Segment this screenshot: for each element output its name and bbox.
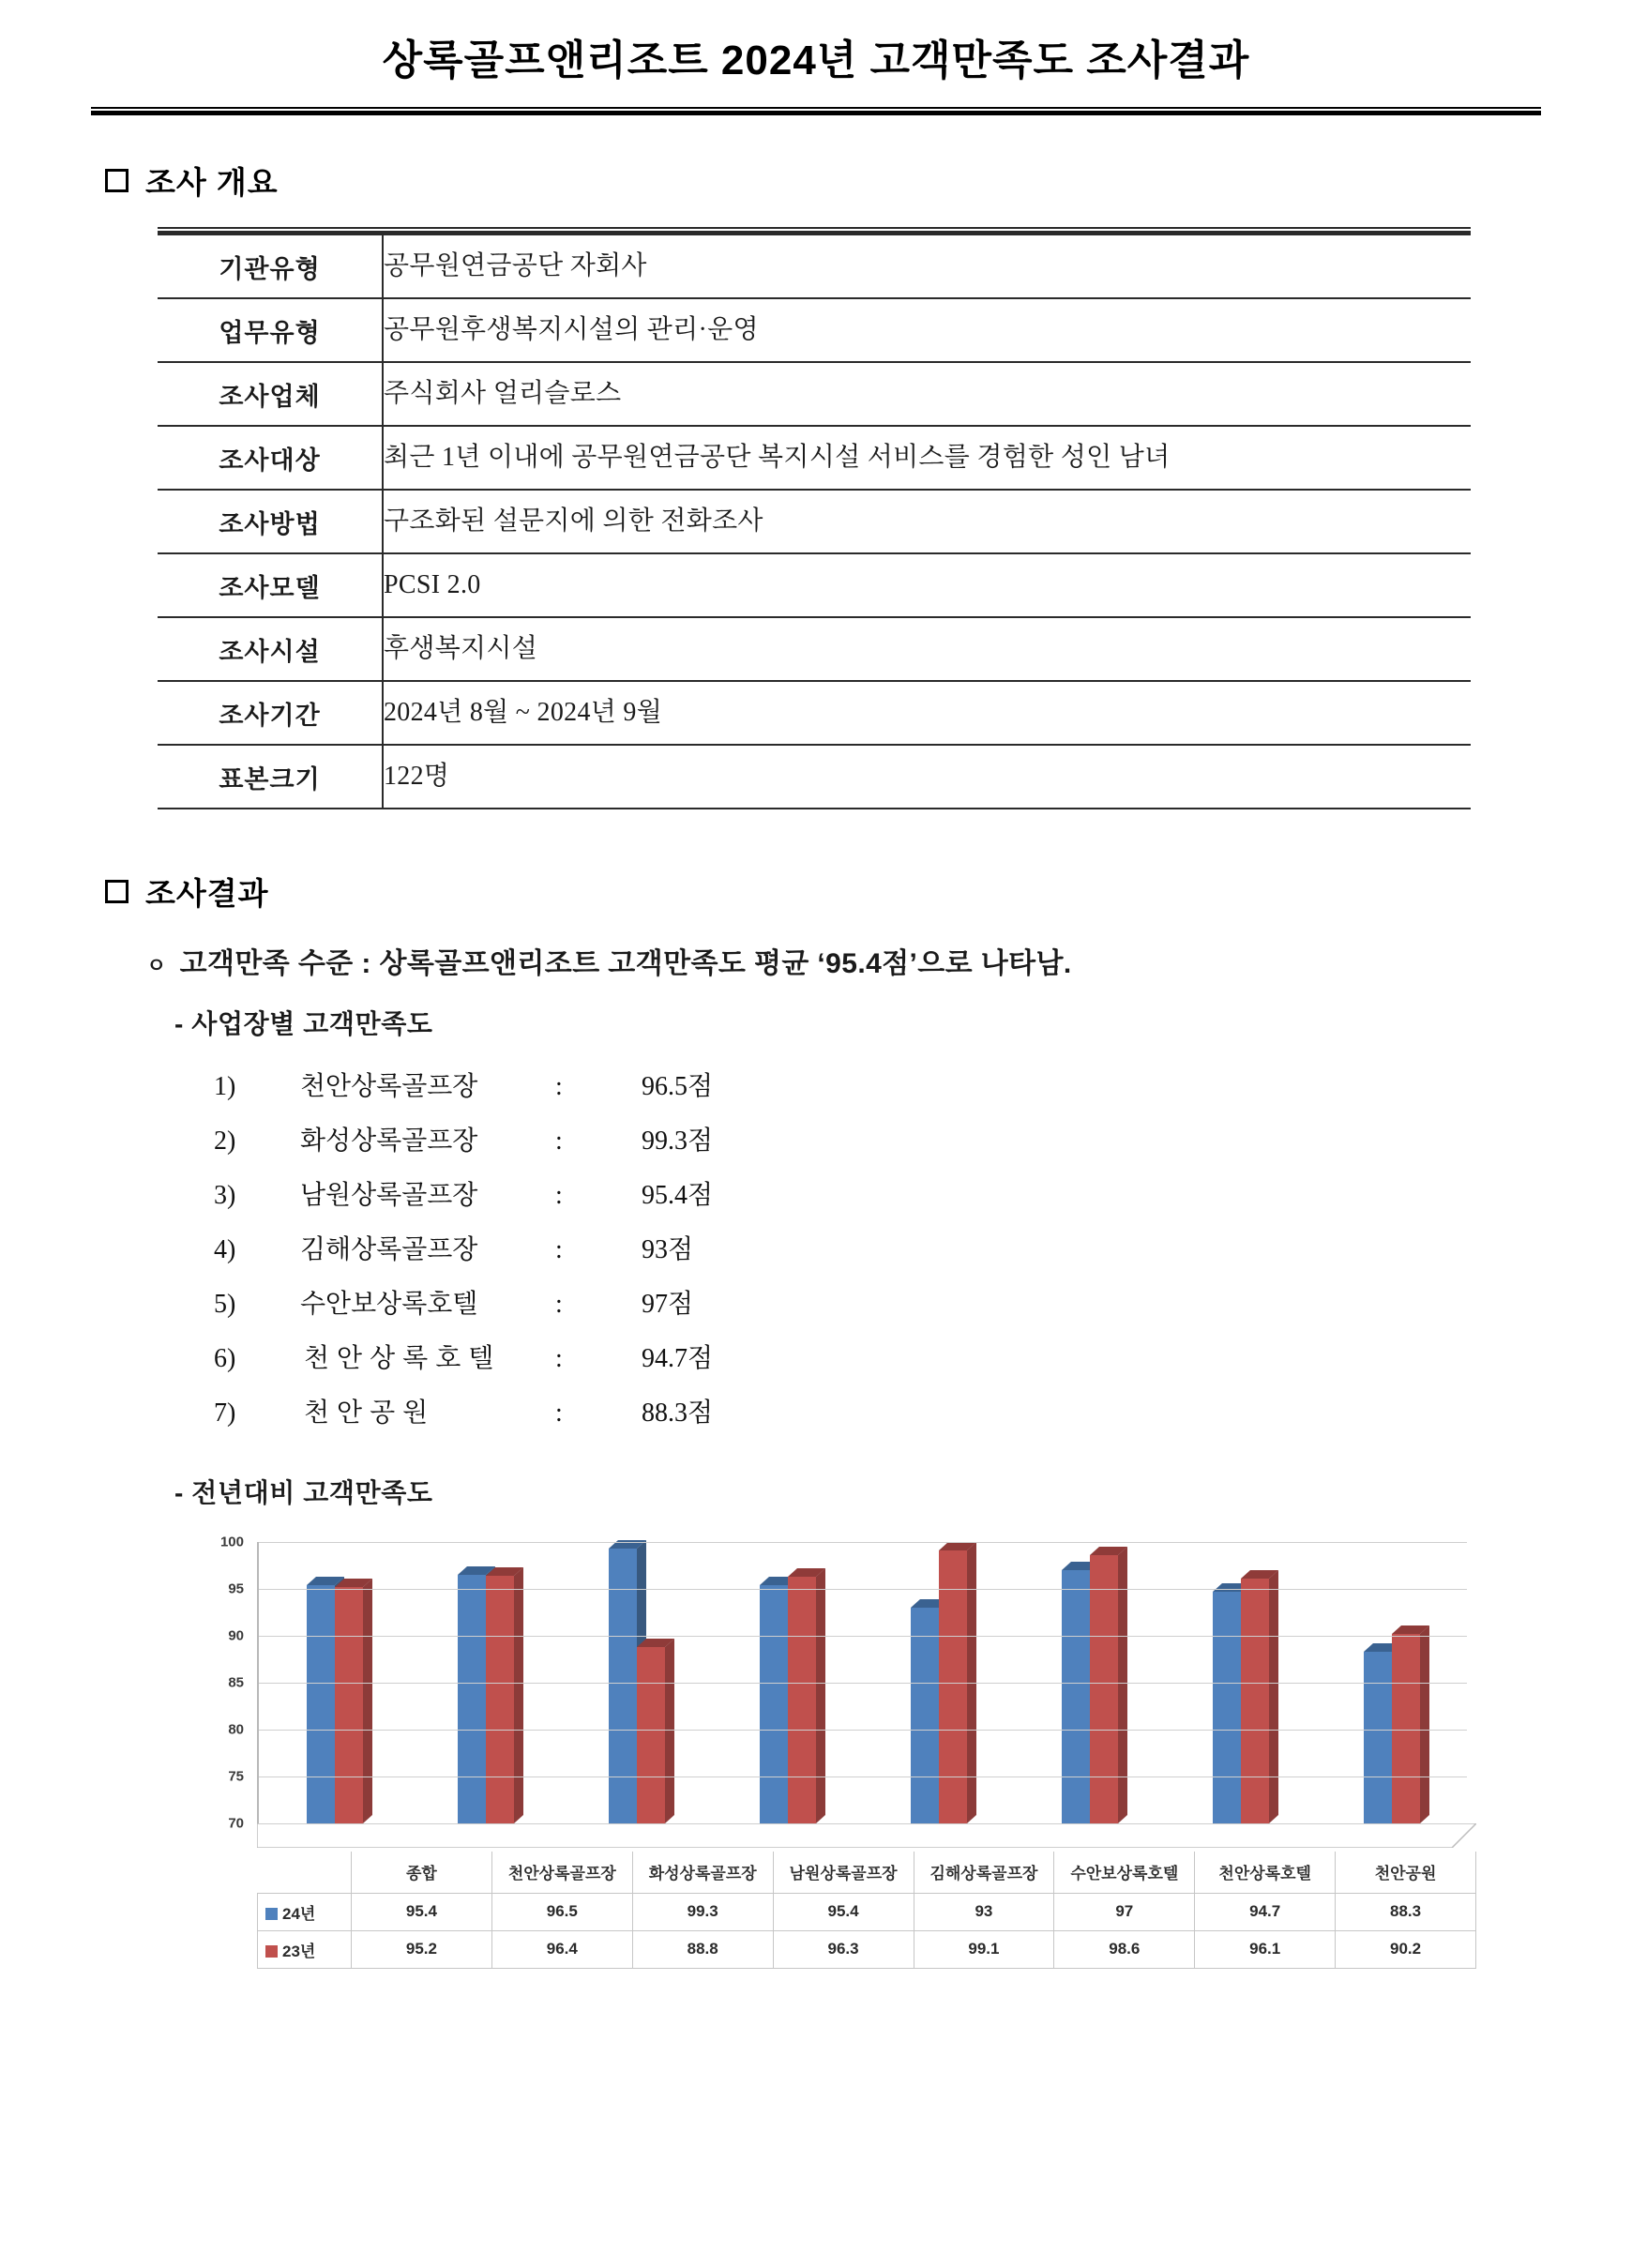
chart-category-label: 종합 <box>352 1852 492 1893</box>
chart-legend-item <box>258 1893 352 1930</box>
site-score-index: 7) <box>214 1399 236 1428</box>
chart-category-row <box>258 1852 1476 1893</box>
chart-gridline <box>259 1542 1467 1543</box>
chart-value-cell: 94.7 <box>1195 1893 1336 1930</box>
chart-bar-face <box>760 1585 788 1823</box>
chart-bar <box>458 1575 486 1823</box>
chart-bar-face <box>637 1647 665 1823</box>
overview-row <box>158 298 1471 362</box>
site-score-name: 천안상록호텔 <box>304 1344 502 1373</box>
site-score-value: 97점 <box>642 1290 694 1319</box>
overview-table-top-rule <box>158 227 1471 234</box>
site-score-index: 6) <box>214 1344 236 1373</box>
results-summary-text: 고객만족 수준 : 상록골프앤리조트 고객만족도 평균 ‘95.4점’으로 나타남. <box>179 948 1072 979</box>
site-score-name: 화성상록골프장 <box>300 1126 478 1156</box>
site-score-index: 4) <box>214 1235 236 1264</box>
chart-bar-face <box>458 1575 486 1823</box>
overview-row <box>158 745 1471 809</box>
chart-value-cell: 96.1 <box>1195 1930 1336 1968</box>
overview-row-value: PCSI 2.0 <box>383 553 1471 617</box>
chart-bar-face <box>486 1576 514 1823</box>
section-heading-results-label: 조사결과 <box>145 876 269 911</box>
overview-row <box>158 681 1471 745</box>
chart-bar-face <box>1392 1634 1420 1823</box>
site-score-index: 2) <box>214 1126 236 1156</box>
chart-bar <box>335 1587 363 1823</box>
site-score-name: 수안보상록호텔 <box>300 1290 478 1319</box>
site-score-index: 5) <box>214 1290 236 1319</box>
site-score-row <box>214 1066 1632 1103</box>
site-score-separator: : <box>555 1344 563 1373</box>
overview-row-value: 구조화된 설문지에 의한 전화조사 <box>383 490 1471 553</box>
chart-data-table <box>257 1852 1476 1969</box>
chart-y-tick-label: 100 <box>219 1534 244 1550</box>
site-score-name: 천안공원 <box>304 1399 436 1428</box>
chart-bar-face <box>911 1608 939 1823</box>
chart-bar-face <box>939 1550 967 1823</box>
yoy-satisfaction-chart <box>184 1534 1497 1969</box>
overview-row-key: 조사대상 <box>158 426 383 490</box>
site-score-value: 88.3점 <box>642 1399 714 1428</box>
chart-value-cell: 96.3 <box>773 1930 914 1968</box>
chart-plot <box>257 1542 1467 1823</box>
chart-value-cell: 90.2 <box>1336 1930 1476 1968</box>
chart-value-cell: 88.3 <box>1336 1893 1476 1930</box>
chart-category-label: 화성상록골프장 <box>632 1852 773 1893</box>
chart-legend-label: 24년 <box>282 1904 316 1923</box>
overview-row-key: 업무유형 <box>158 298 383 362</box>
site-score-row <box>214 1229 1632 1266</box>
overview-row <box>158 617 1471 681</box>
chart-value-cell: 95.4 <box>352 1893 492 1930</box>
site-score-row <box>214 1174 1632 1212</box>
chart-value-cell: 99.3 <box>632 1893 773 1930</box>
chart-bar <box>788 1577 816 1823</box>
chart-floor-shape <box>257 1823 1476 1848</box>
chart-category-label: 김해상록골프장 <box>914 1852 1054 1893</box>
chart-gridline <box>259 1683 1467 1684</box>
chart-data-table-wrapper <box>257 1852 1476 1969</box>
overview-row <box>158 234 1471 298</box>
chart-category-label: 수안보상록호텔 <box>1054 1852 1195 1893</box>
overview-row-key: 조사방법 <box>158 490 383 553</box>
site-score-row <box>214 1120 1632 1157</box>
section-heading-overview <box>105 159 1632 203</box>
chart-category-label: 남원상록골프장 <box>773 1852 914 1893</box>
site-score-separator: : <box>555 1399 563 1428</box>
chart-bar-side <box>1269 1570 1278 1823</box>
chart-category-label: 천안상록골프장 <box>491 1852 632 1893</box>
chart-bar-side <box>363 1579 372 1823</box>
chart-value-cell: 96.5 <box>491 1893 632 1930</box>
title-divider <box>91 107 1541 115</box>
chart-bar-face <box>788 1577 816 1823</box>
chart-bar <box>911 1608 939 1823</box>
chart-value-cell: 99.1 <box>914 1930 1054 1968</box>
overview-row-key: 조사시설 <box>158 617 383 681</box>
overview-row <box>158 362 1471 426</box>
subheading-yoy: - 전년대비 고객만족도 <box>174 1478 433 1507</box>
chart-y-tick-label: 80 <box>228 1721 244 1738</box>
square-bullet-icon <box>105 880 128 903</box>
chart-bar-face <box>1364 1652 1392 1823</box>
circle-bullet-icon: ㅇ <box>146 954 167 977</box>
site-score-value: 93점 <box>642 1235 694 1264</box>
overview-row <box>158 553 1471 617</box>
chart-bar-side <box>665 1639 674 1823</box>
site-score-name: 김해상록골프장 <box>300 1235 478 1264</box>
site-score-index: 3) <box>214 1181 236 1210</box>
chart-y-tick-label: 75 <box>228 1768 244 1785</box>
site-score-separator: : <box>555 1290 563 1319</box>
chart-bar <box>1364 1652 1392 1823</box>
chart-bar-face <box>1241 1579 1269 1823</box>
chart-bar-face <box>335 1587 363 1823</box>
chart-bar <box>486 1576 514 1823</box>
site-score-value: 94.7점 <box>642 1344 714 1373</box>
site-score-row <box>214 1392 1632 1429</box>
overview-row-value: 공무원연금공단 자회사 <box>383 234 1471 298</box>
chart-bar-side <box>816 1568 825 1823</box>
overview-table-wrapper <box>158 227 1471 809</box>
chart-bar-side <box>1420 1625 1429 1823</box>
site-score-separator: : <box>555 1181 563 1210</box>
chart-value-cell: 95.2 <box>352 1930 492 1968</box>
chart-plot-area <box>184 1534 1497 1852</box>
site-score-name: 남원상록골프장 <box>300 1181 478 1210</box>
chart-value-cell: 93 <box>914 1893 1054 1930</box>
section-heading-overview-label: 조사 개요 <box>145 165 279 200</box>
overview-row-value: 2024년 8월 ~ 2024년 9월 <box>383 681 1471 745</box>
site-score-separator: : <box>555 1235 563 1264</box>
chart-legend-item <box>258 1930 352 1968</box>
chart-bar <box>760 1585 788 1823</box>
site-score-separator: : <box>555 1126 563 1156</box>
overview-row-key: 표본크기 <box>158 745 383 809</box>
overview-row-value: 122명 <box>383 745 1471 809</box>
chart-table-corner <box>258 1852 352 1893</box>
chart-category-label: 천안상록호텔 <box>1195 1852 1336 1893</box>
site-score-value: 96.5점 <box>642 1072 714 1101</box>
chart-value-cell: 98.6 <box>1054 1930 1195 1968</box>
chart-y-tick-label: 85 <box>228 1674 244 1691</box>
chart-bar <box>1090 1555 1118 1823</box>
chart-bar <box>939 1550 967 1823</box>
chart-legend-swatch-icon <box>265 1908 278 1920</box>
chart-bar-face <box>1062 1570 1090 1823</box>
overview-row-value: 공무원후생복지시설의 관리·운영 <box>383 298 1471 362</box>
overview-row-value: 최근 1년 이내에 공무원연금공단 복지시설 서비스를 경험한 성인 남녀 <box>383 426 1471 490</box>
site-score-separator: : <box>555 1072 563 1101</box>
chart-legend-swatch-icon <box>265 1945 278 1958</box>
overview-row-key: 조사업체 <box>158 362 383 426</box>
square-bullet-icon <box>105 169 128 192</box>
chart-bar-face <box>1090 1555 1118 1823</box>
chart-value-cell: 97 <box>1054 1893 1195 1930</box>
site-score-list <box>214 1066 1632 1429</box>
chart-bar <box>637 1647 665 1823</box>
chart-bar-face <box>1213 1592 1241 1823</box>
chart-bar <box>1392 1634 1420 1823</box>
subheading-by-site: - 사업장별 고객만족도 <box>174 1009 433 1038</box>
overview-row-key: 조사기간 <box>158 681 383 745</box>
overview-row <box>158 490 1471 553</box>
chart-y-tick-label: 70 <box>228 1815 244 1832</box>
site-score-row <box>214 1283 1632 1321</box>
site-score-value: 95.4점 <box>642 1181 714 1210</box>
section-heading-results <box>105 869 1632 914</box>
chart-bar <box>1241 1579 1269 1823</box>
chart-legend-label: 23년 <box>282 1942 316 1960</box>
chart-bar <box>1062 1570 1090 1823</box>
chart-value-cell: 95.4 <box>773 1893 914 1930</box>
overview-table <box>158 234 1471 809</box>
site-score-name: 천안상록골프장 <box>300 1072 478 1101</box>
chart-bar <box>1213 1592 1241 1823</box>
overview-row-value: 주식회사 얼리슬로스 <box>383 362 1471 426</box>
site-score-value: 99.3점 <box>642 1126 714 1156</box>
chart-series-row <box>258 1893 1476 1930</box>
chart-category-label: 천안공원 <box>1336 1852 1476 1893</box>
chart-bar-side <box>514 1567 523 1823</box>
page-title: 상록골프앤리조트 2024년 고객만족도 조사결과 <box>382 38 1250 83</box>
site-score-index: 1) <box>214 1072 236 1101</box>
chart-gridline <box>259 1636 1467 1637</box>
chart-gridline <box>259 1730 1467 1731</box>
chart-value-cell: 96.4 <box>491 1930 632 1968</box>
overview-row-key: 조사모델 <box>158 553 383 617</box>
chart-floor <box>257 1823 1476 1848</box>
chart-value-cell: 88.8 <box>632 1930 773 1968</box>
site-score-row <box>214 1338 1632 1375</box>
chart-y-tick-label: 95 <box>228 1580 244 1597</box>
overview-row-key: 기관유형 <box>158 234 383 298</box>
chart-bar-face <box>307 1585 335 1823</box>
chart-series-row <box>258 1930 1476 1968</box>
chart-y-tick-label: 90 <box>228 1627 244 1644</box>
chart-gridline <box>259 1589 1467 1590</box>
chart-y-axis <box>184 1534 251 1832</box>
overview-row <box>158 426 1471 490</box>
chart-bar <box>307 1585 335 1823</box>
results-summary-line <box>146 940 1632 981</box>
overview-row-value: 후생복지시설 <box>383 617 1471 681</box>
